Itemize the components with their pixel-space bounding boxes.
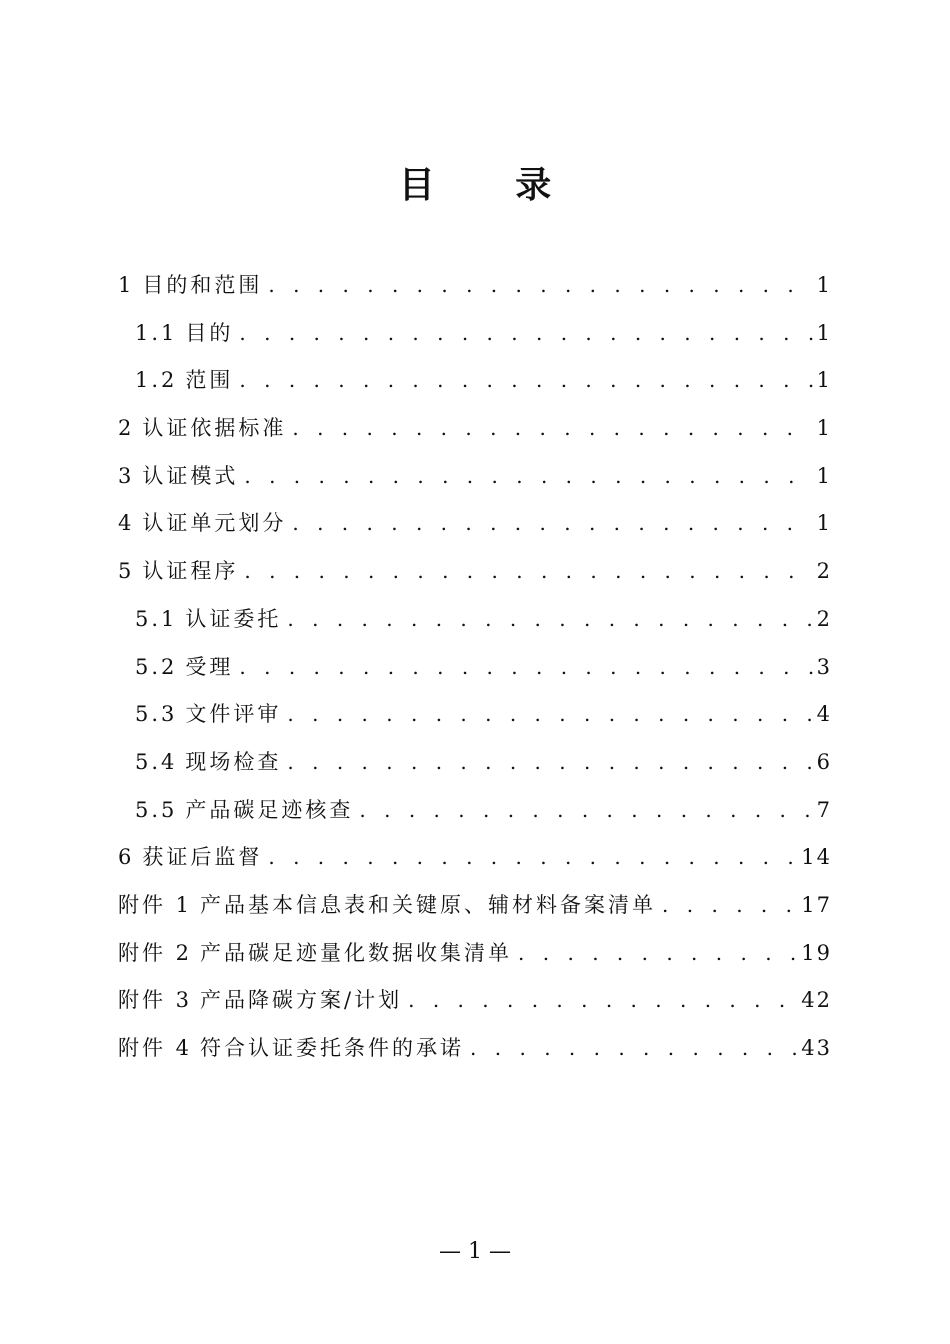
toc-entry-page: 6 xyxy=(816,749,832,774)
toc-entry-page: 4 xyxy=(816,702,832,727)
toc-entry-number: 5.4 xyxy=(135,749,178,774)
toc-dot-leader xyxy=(287,691,812,739)
toc-entry-page: 1 xyxy=(816,368,832,393)
toc-entry-page: 1 xyxy=(816,273,832,297)
toc-entry-number: 1.2 xyxy=(135,368,178,393)
toc-entry[interactable] xyxy=(118,691,832,739)
toc-entry-title: 目的 xyxy=(185,320,234,345)
toc-entry[interactable] xyxy=(118,405,832,453)
toc-dot-leader xyxy=(239,310,812,358)
toc-entry-title: 认证依据标准 xyxy=(142,416,287,441)
toc-entry-page: 43 xyxy=(801,1036,832,1060)
toc-dot-leader xyxy=(244,548,812,596)
toc-entry-number: 5 xyxy=(118,559,135,584)
toc-entry-page: 1 xyxy=(816,320,832,345)
toc-entry[interactable] xyxy=(118,262,832,310)
toc-dot-leader xyxy=(470,1025,797,1073)
toc-entry[interactable] xyxy=(118,739,832,787)
toc-entry[interactable] xyxy=(118,548,832,596)
toc-entry-title: 目的和范围 xyxy=(142,273,263,297)
toc-entry[interactable] xyxy=(118,500,832,548)
toc-dot-leader xyxy=(244,453,812,501)
toc-entry-title: 符合认证委托条件的承诺 xyxy=(200,1036,465,1060)
toc-dot-leader xyxy=(239,357,812,405)
toc-entry-number: 附件 2 xyxy=(118,940,193,965)
toc-entry-title: 认证模式 xyxy=(142,463,239,488)
toc-entry-page: 2 xyxy=(816,559,832,584)
toc-entry-number: 1 xyxy=(118,273,135,297)
toc-entry-page: 2 xyxy=(816,606,832,631)
toc-entry-title: 认证委托 xyxy=(185,606,282,631)
toc-entry[interactable] xyxy=(118,787,832,835)
toc-entry-number: 附件 4 xyxy=(118,1036,193,1060)
toc-entry[interactable] xyxy=(118,882,832,930)
toc-entry-page: 17 xyxy=(801,892,832,917)
toc-entry-page: 1 xyxy=(816,511,832,536)
toc-entry-page: 19 xyxy=(801,940,832,965)
toc-entry-title: 产品碳足迹量化数据收集清单 xyxy=(200,940,513,965)
toc-entry-page: 1 xyxy=(816,416,832,441)
toc-entry-number: 1.1 xyxy=(135,320,178,345)
toc-dot-leader xyxy=(359,787,812,835)
toc-dot-leader xyxy=(287,596,812,644)
toc-entry-title: 产品基本信息表和关键原、辅材料备案清单 xyxy=(200,892,657,917)
toc-entry-number: 附件 1 xyxy=(118,892,193,917)
toc-entry[interactable] xyxy=(118,596,832,644)
toc-entry-title: 认证单元划分 xyxy=(142,511,287,536)
toc-dot-leader xyxy=(239,644,812,692)
toc-entry[interactable] xyxy=(118,644,832,692)
toc-dot-leader xyxy=(268,834,797,882)
toc-entry-number: 5.3 xyxy=(135,702,178,727)
toc-entry-title: 范围 xyxy=(185,368,234,393)
page-number-footer: — 1 — xyxy=(439,1239,511,1264)
toc-entry[interactable] xyxy=(118,930,832,978)
toc-dot-leader xyxy=(518,930,797,978)
toc-entry[interactable] xyxy=(118,357,832,405)
toc-entry-page: 14 xyxy=(801,845,832,870)
toc-entry-title: 获证后监督 xyxy=(142,845,263,870)
toc-entry[interactable] xyxy=(118,310,832,358)
toc-entry-title: 文件评审 xyxy=(185,702,282,727)
toc-dot-leader xyxy=(268,262,812,310)
toc-entry[interactable] xyxy=(118,453,832,501)
toc-entry-title: 产品碳足迹核查 xyxy=(185,797,354,822)
toc-entry-number: 5.2 xyxy=(135,654,178,679)
toc-entry[interactable] xyxy=(118,977,832,1025)
toc-entry[interactable] xyxy=(118,834,832,882)
toc-entry-title: 受理 xyxy=(185,654,234,679)
toc-entry-number: 6 xyxy=(118,845,135,870)
toc-entry-number: 5.1 xyxy=(135,606,178,631)
toc-dot-leader xyxy=(408,977,797,1025)
toc-entry-number: 5.5 xyxy=(135,797,178,822)
toc-entry-title: 认证程序 xyxy=(142,559,239,584)
toc-entry-title: 产品降碳方案/计划 xyxy=(200,988,403,1013)
toc-dot-leader xyxy=(292,500,812,548)
toc-dot-leader xyxy=(292,405,812,453)
toc-entry-number: 4 xyxy=(118,511,135,536)
toc-entry-number: 3 xyxy=(118,463,135,488)
toc-entry-number: 附件 3 xyxy=(118,988,193,1013)
table-of-contents xyxy=(118,262,832,1073)
toc-dot-leader xyxy=(287,739,812,787)
toc-title: 目 录 xyxy=(398,164,586,206)
toc-entry-page: 3 xyxy=(816,654,832,679)
toc-entry-page: 1 xyxy=(816,463,832,488)
toc-entry[interactable] xyxy=(118,1025,832,1073)
toc-entry-page: 42 xyxy=(801,988,832,1013)
toc-entry-page: 7 xyxy=(816,797,832,822)
toc-entry-title: 现场检查 xyxy=(185,749,282,774)
toc-dot-leader xyxy=(662,882,797,930)
toc-entry-number: 2 xyxy=(118,416,135,441)
